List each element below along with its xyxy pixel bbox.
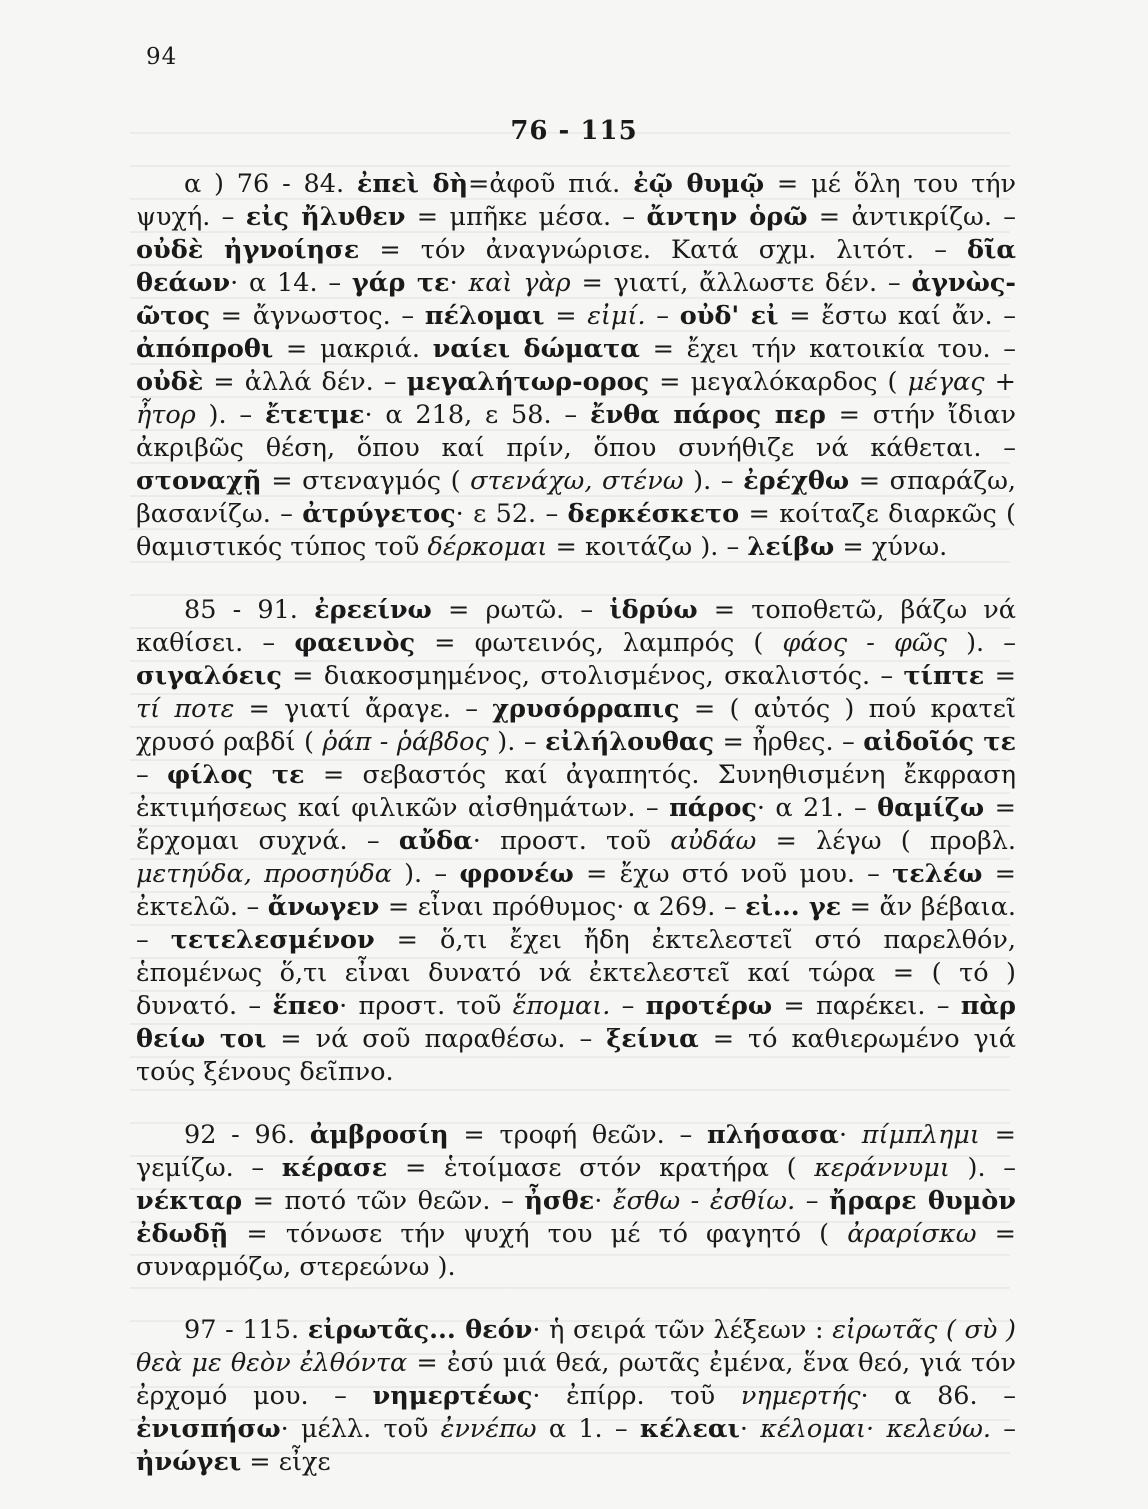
gloss-text: = ἐκτελῶ. – (136, 859, 1016, 922)
lemma-term: θαμίζω (877, 793, 985, 823)
lemma-term: ἐῷ θυμῷ (633, 169, 765, 199)
lemma-term: ἄνωγεν (267, 892, 380, 922)
gloss-text: = (984, 661, 1016, 691)
lemma-term: κέλεαι (639, 1414, 740, 1444)
gloss-text: 97 - 115. (184, 1315, 308, 1345)
gloss-text: 92 - 96. (184, 1120, 310, 1150)
gloss-text: = σεβαστός καί ἀγαπητός. Συνηθισμένη ἔκφραση ἐκτιμήσεως καί φιλικῶν αἰσθημάτων. – (136, 760, 1016, 823)
lemma-term: φρονέω (459, 859, 574, 889)
gloss-text: = κοίταζε διαρκῶς ( θαμιστικός τύπος τοῦ (136, 499, 1016, 562)
lemma-term: ἀπόπροθι (136, 334, 274, 364)
italic-reference: κέλομαι· κελεύω. (760, 1414, 991, 1444)
gloss-text: = γεμίζω. – (136, 1120, 1016, 1183)
section-heading: 76 - 115 (510, 116, 638, 146)
lemma-term: δερκέσκετο (567, 499, 740, 529)
lemma-term: χρυσόρραπις (492, 694, 680, 724)
gloss-text: · α 86. – (860, 1381, 1016, 1411)
lemma-term: ἦσθε (524, 1186, 595, 1216)
italic-reference: μέγας + ἦτορ (136, 367, 1016, 430)
gloss-text: = φωτεινός, λαμπρός ( (415, 628, 783, 658)
lemma-term: ἔνθα πάρος περ (589, 400, 826, 430)
gloss-text: – (610, 991, 646, 1021)
gloss-text: =ἀφοῦ πιά. (468, 169, 634, 199)
lemma-term: μεγαλήτωρ-ορος (406, 367, 650, 397)
italic-reference: ἔσθω - ἐσθίω. (612, 1186, 796, 1216)
lemma-term: εἰλήλουθας (545, 727, 715, 757)
gloss-text: = εἶχε (241, 1447, 331, 1477)
lemma-term: ἱδρύω (609, 595, 698, 625)
gloss-text: = σπαράζω, βασανίζω. – (136, 466, 1016, 529)
gloss-text: = ἔχει τήν κατοικία του. – (639, 334, 1016, 364)
gloss-text: = μακριά. (273, 334, 433, 364)
gloss-text: = ποτό τῶν θεῶν. – (242, 1186, 525, 1216)
commentary-paragraph (136, 168, 1016, 564)
lemma-term: νημερτέως (372, 1381, 533, 1411)
gloss-text: = ρωτῶ. – (431, 595, 610, 625)
lemma-term: ἔτετμε (264, 400, 365, 430)
gloss-text: = γιατί ἄραγε. – (234, 694, 493, 724)
gloss-text: = ἔρχομαι συχνά. – (136, 793, 1016, 856)
gloss-text: – (136, 760, 168, 790)
gloss-text: ). – (946, 628, 1017, 658)
italic-reference: νημερτής (740, 1381, 861, 1411)
gloss-text: · (594, 1186, 613, 1216)
gloss-text: – (990, 1414, 1016, 1444)
gloss-text: = συναρμόζω, στερεώνω ). (136, 1219, 1016, 1282)
italic-reference: τί ποτε (136, 694, 235, 724)
lemma-term: εἰς ἤλυθεν (245, 202, 406, 232)
gloss-text: = εἶναι πρόθυμος· α 269. – (379, 892, 746, 922)
gloss-text: = τόνωσε τήν ψυχή του μέ τό φαγητό ( (228, 1219, 848, 1249)
gloss-text: · ἡ σειρά τῶν λέξεων : (532, 1315, 833, 1345)
italic-reference: ῥάπ - ῥάβδος (322, 727, 489, 757)
italic-reference: στενάχω, στένω (470, 466, 684, 496)
lemma-term: δῖα θεάων (136, 235, 1016, 298)
italic-reference: εἰρωτᾶς ( σὺ ) θεὰ με θεὸν ἐλθόντα (136, 1315, 1017, 1378)
gloss-text: = (544, 301, 588, 331)
italic-reference: κεράννυμι (814, 1153, 950, 1183)
gloss-text: = ἦρθες. – (714, 727, 864, 757)
italic-reference: ἕπομαι. (512, 991, 611, 1021)
italic-reference: αὐδάω (670, 826, 757, 856)
gloss-text: = τροφή θεῶν. – (448, 1120, 707, 1150)
gloss-text: = ἀντικρίζω. – (807, 202, 1017, 232)
gloss-text: α 1. – (536, 1414, 640, 1444)
lemma-term: προτέρω (645, 991, 773, 1021)
lemma-term: σιγαλόεις (136, 661, 282, 691)
gloss-text: · (838, 1120, 862, 1150)
gloss-text: = μπῆκε μέσα. – (405, 202, 647, 232)
lemma-term: φίλος τε (167, 760, 305, 790)
italic-reference: εἰμί. (587, 301, 646, 331)
italic-reference: φάος - φῶς (782, 628, 947, 658)
lemma-term: εἰ... γε (745, 892, 842, 922)
commentary-body (136, 168, 1016, 1509)
gloss-text: = τό καθιερωμένο γιά τούς ξένους δεῖπνο. (136, 1024, 1016, 1087)
lemma-term: ἐρεείνω (314, 595, 432, 625)
gloss-text: = νά σοῦ παραθέσω. – (266, 1024, 607, 1054)
lemma-term: στοναχῇ (136, 466, 262, 496)
gloss-text: = τοποθετῶ, βάζω νά καθίσει. – (136, 595, 1016, 658)
italic-reference: ἐννέπω (440, 1414, 537, 1444)
gloss-text: – (645, 301, 680, 331)
gloss-text: = ἄγνωστος. – (209, 301, 425, 331)
gloss-text: = ἔχω στό νοῦ μου. – (573, 859, 893, 889)
lemma-term: ξείνια (606, 1024, 699, 1054)
gloss-text: · ε 52. – (455, 499, 568, 529)
gloss-text: · α 14. – (230, 268, 352, 298)
gloss-text: = παρέκει. – (772, 991, 961, 1021)
lemma-term: πέλομαι (424, 301, 545, 331)
gloss-text: = λέγω ( προβλ. (756, 826, 1016, 856)
italic-reference: μετηύδα, προσηύδα (136, 859, 392, 889)
lemma-term: πλήσασα (707, 1120, 839, 1150)
gloss-text: · προστ. τοῦ (472, 826, 671, 856)
gloss-text: ). – (488, 727, 546, 757)
gloss-text: 85 - 91. (184, 595, 315, 625)
gloss-text: = ( αὐτός ) πού κρατεῖ χρυσό ραβδί ( (136, 694, 1016, 757)
italic-reference: δέρκομαι (427, 532, 548, 562)
lemma-term: ναίει δώματα (432, 334, 640, 364)
gloss-text: = ἀλλά δέν. – (203, 367, 407, 397)
commentary-paragraph (136, 1314, 1016, 1479)
gloss-text: – (795, 1186, 830, 1216)
lemma-term: φαεινὸς (294, 628, 415, 658)
lemma-term: ἤραρε θυμὸν ἐδωδῇ (136, 1186, 1016, 1249)
gloss-text: = κοιτάζω ). – (547, 532, 748, 562)
gloss-text: = ἔστω καί ἄν. – (778, 301, 1016, 331)
gloss-text: · α 21. – (756, 793, 878, 823)
lemma-term: τελέω (892, 859, 983, 889)
gloss-text: · ἐπίρρ. τοῦ (532, 1381, 741, 1411)
lemma-term: εἰρωτᾶς... θεόν (307, 1315, 533, 1345)
lemma-term: λείβω (747, 532, 835, 562)
lemma-term: ἕπεο (272, 991, 340, 1021)
lemma-term: οὐδὲ ἠγνοίησε (136, 235, 360, 265)
gloss-text: = γιατί, ἄλλωστε δέν. – (570, 268, 912, 298)
gloss-text: = μέ ὅλη του τήν ψυχή. – (136, 169, 1016, 232)
lemma-term: ἀγνὼς-ῶτος (136, 268, 1017, 331)
gloss-text: = μεγαλόκαρδος ( (649, 367, 908, 397)
lemma-term: γάρ τε (351, 268, 450, 298)
gloss-text: · (449, 268, 469, 298)
gloss-text: ). – (949, 1153, 1016, 1183)
lemma-term: ἠνώγει (136, 1447, 242, 1477)
italic-reference: καὶ γὰρ (468, 268, 571, 298)
lemma-term: ἐρέχθω (743, 466, 850, 496)
gloss-text: ). – (195, 400, 265, 430)
gloss-text: = χύνω. (834, 532, 948, 562)
lemma-term: ἐπεὶ δὴ (356, 169, 469, 199)
lemma-term: κέρασε (281, 1153, 388, 1183)
lemma-term: αἰδοῖός τε (863, 727, 1016, 757)
page-number: 94 (146, 44, 178, 70)
italic-reference: ἀραρίσκω (847, 1219, 977, 1249)
lemma-term: ἐνισπήσω (136, 1414, 281, 1444)
gloss-text: = στήν ἴδιαν ἀκριβῶς θέση, ὅπου καί πρίν, ὅπου συνήθιζε νά κάθεται. – (136, 400, 1016, 463)
gloss-text: = ὅ,τι ἔχει ἤδη ἐκτελεστεῖ στό παρελθόν, ἑπομένως ὅ,τι εἶναι δυνατό νά ἐκτελεστεῖ καί τώρα = ( τό ) δυνατό. – (136, 925, 1016, 1021)
lemma-term: οὐδὲ (136, 367, 204, 397)
gloss-text: α ) 76 - 84. (184, 169, 357, 199)
lemma-term: τετελεσμένον (170, 925, 375, 955)
gloss-text: = διακοσμημένος, στολισμένος, σκαλιστός. – (281, 661, 904, 691)
lemma-term: ἀμβροσίη (309, 1120, 449, 1150)
gloss-text: · (739, 1414, 761, 1444)
gloss-text: = τόν ἀναγνώρισε. Κατά σχμ. λιτότ. – (359, 235, 968, 265)
lemma-term: αὔδα (398, 826, 473, 856)
lemma-term: ἄντην ὁρῶ (646, 202, 808, 232)
commentary-paragraph (136, 1119, 1016, 1284)
lemma-term: ἀτρύγετος (302, 499, 456, 529)
gloss-text: ). – (391, 859, 460, 889)
gloss-text: = ἐσύ μιά θεά, ρωτᾶς ἐμένα, ἕνα θεό, γιά τόν ἐρχομό μου. – (136, 1348, 1016, 1411)
lemma-term: πάρος (669, 793, 757, 823)
lemma-term: νέκταρ (136, 1186, 243, 1216)
gloss-text: · α 218, ε 58. – (364, 400, 590, 430)
lemma-term: τίπτε (903, 661, 985, 691)
gloss-text: ). – (683, 466, 744, 496)
gloss-text: = στεναγμός ( (261, 466, 471, 496)
commentary-paragraph (136, 594, 1016, 1089)
gloss-text: = ἄν βέβαια. – (136, 892, 1016, 955)
gloss-text: · προστ. τοῦ (339, 991, 513, 1021)
gloss-text: · μέλλ. τοῦ (280, 1414, 441, 1444)
italic-reference: πίμπλημι (861, 1120, 980, 1150)
gloss-text: = ἑτοίμασε στόν κρατήρα ( (387, 1153, 815, 1183)
lemma-term: οὐδ' εἰ (679, 301, 779, 331)
lemma-term: πὰρ θείω τοι (136, 991, 1016, 1054)
